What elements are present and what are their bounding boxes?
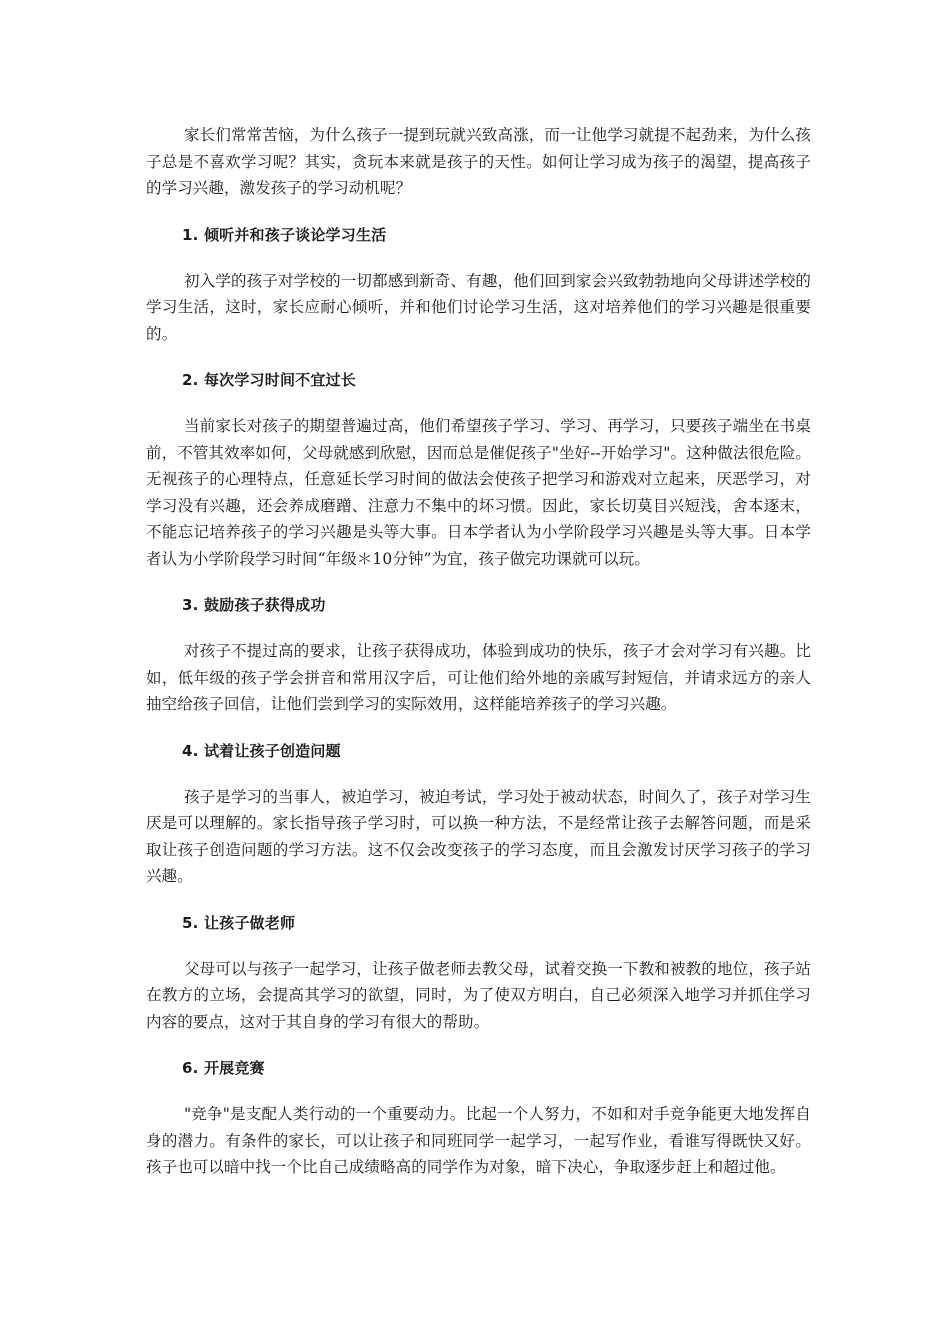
document-body	[146, 122, 811, 1201]
section-heading-6: 6. 开展竞赛	[182, 1059, 265, 1077]
section-heading-4: 4. 试着让孩子创造问题	[182, 741, 341, 760]
section-paragraph-3: 对孩子不提过高的要求，让孩子获得成功，体验到成功的快乐，孩子才会对学习有兴趣。比如，低年级的孩子学会拼音和常用汉字后，可让他们给外地的亲戚写封短信，并请求远方的亲人抽空给孩子回信，让他们尝到学习的实际效用，这样能培养孩子的学习兴趣。	[146, 642, 811, 713]
section-heading-2: 2. 每次学习时间不宜过长	[182, 371, 356, 389]
intro-paragraph: 家长们常常苦恼，为什么孩子一提到玩就兴致高涨，而一让他学习就提不起劲来，为什么孩子总是不喜欢学习呢？其实，贪玩本来就是孩子的天性。如何让学习成为孩子的渴望，提高孩子的学习兴趣，激发孩子的学习动机呢？	[146, 126, 811, 197]
section-heading-1: 1. 倾听并和孩子谈论学习生活	[182, 225, 387, 244]
section-paragraph-4: 孩子是学习的当事人，被迫学习，被迫考试，学习处于被动状态，时间久了，孩子对学习生厌是可以理解的。家长指导孩子学习时，可以换一种方法，不是经常让孩子去解答问题，而是采取让孩子创造问题的学习方法。这不仅会改变孩子的学习态度，而且会激发讨厌学习孩子的学习兴趣。	[146, 787, 811, 885]
section-paragraph-6: "竞争"是支配人类行动的一个重要动力。比起一个人努力，不如和对手竞争能更大地发挥自身的潜力。有条件的家长，可以让孩子和同班同学一起学习，一起写作业，看谁写得既快又好。孩子也可以暗中找一个比自己成绩略高的同学作为对象，暗下决心，争取逐步赶上和超过他。	[146, 1105, 811, 1176]
section-heading-5: 5. 让孩子做老师	[182, 913, 296, 932]
section-heading-3: 3. 鼓励孩子获得成功	[182, 596, 326, 614]
section-paragraph-5: 父母可以与孩子一起学习，让孩子做老师去教父母，试着交换一下教和被教的地位，孩子站在教方的立场，会提高其学习的欲望，同时，为了使双方明白，自己必须深入地学习并抓住学习内容的要点，这对于其自身的学习有很大的帮助。	[146, 959, 811, 1031]
section-paragraph-2: 当前家长对孩子的期望普遍过高，他们希望孩子学习、学习、再学习，只要孩子端坐在书桌前，不管其效率如何，父母就感到欣慰，因而总是催促孩子"坐好--开始学习"。这种做法很危险。无视孩子的心理特点，任意延长学习时间的做法会使孩子把学习和游戏对立起来，厌恶学习，对学习没有兴趣，还会养成磨蹭、注意力不集中的坏习惯。因此，家长切莫目兴短浅，舍本逐末，不能忘记培养孩子的学习兴趣是头等大事。日本学者认为小学阶段学习兴趣是头等大事。日本学者认为小学阶段学习时间“年级＊10分钟”为宜，孩子做完功课就可以玩。	[146, 417, 811, 568]
section-paragraph-1: 初入学的孩子对学校的一切都感到新奇、有趣，他们回到家会兴致勃勃地向父母讲述学校的学习生活，这时，家长应耐心倾听，并和他们讨论学习生活，这对培养他们的学习兴趣是很重要的。	[146, 271, 811, 343]
